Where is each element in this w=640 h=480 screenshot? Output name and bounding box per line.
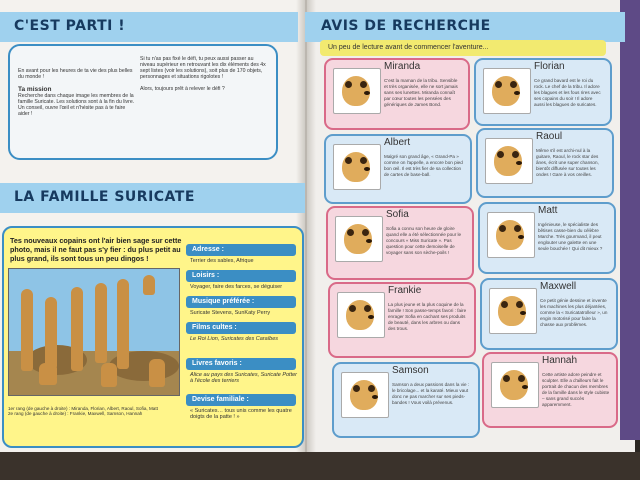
field-value-livres: Alice au pays des Suricates, Suricate Potter à l'école des terriers: [190, 372, 297, 384]
meerkat-figure: [71, 287, 83, 371]
card-name: Raoul: [536, 131, 563, 142]
intro-extra-text: Si tu n'as pas fixé le défi, tu peux aussi passer au niveau supérieur en retrouvant les dix éléments des 4x sept listes (voir les solutions), soit plus de 170 objets, personnages et situations rigolotes !: [140, 56, 266, 80]
meerkat-eye: [345, 157, 352, 164]
meerkat-eye: [345, 81, 352, 88]
meerkat-nose: [514, 91, 520, 95]
meerkat-portrait: [491, 362, 539, 408]
meerkat-nose: [366, 239, 372, 243]
card-desc: Cette artiste adore peindre et sculpter. Elle a d'ailleurs fait le portrait de chacun des membres de la famille dans le style cubiste – sans grand succès apparemment.: [542, 372, 610, 407]
card-desc: Ingénieuse, le spécialiste des bêtises casse-bien du célèbre Marche. Très gourmand, il peut englouter une galette en une seule bouchée ! Qui dit mieux ?: [538, 222, 603, 251]
field-label-adresse: Adresse :: [186, 244, 296, 256]
card-desc: Malgré son grand âge, « Grand-Pa » comme on l'appelle, a encore bon pied bon œil. Il est très fier de sa collection de cartes de base-ball.: [384, 154, 463, 177]
credits-row-2: 2e rang (de gauche à droite) : Frankie, Maxwell, Samson, Hannah: [8, 411, 143, 416]
card-desc: La plus jeune et la plus coquine de la famille ! Son passe-temps favori : faire enrager Sofia en cachant ses produits de beauté, dans les arbres ou dans des trous.: [388, 302, 467, 331]
meerkat-portrait: [337, 292, 385, 338]
card-desc: Ce petit génie dessine et invente les machines les plus déjantées, comme la « Suricatatrolleur », un engin motorisé pour faire la chasse aux problèmes.: [540, 298, 608, 327]
card-name: Matt: [538, 205, 558, 216]
card-name: Sofia: [386, 209, 409, 220]
mission-title: Ta mission: [18, 86, 52, 93]
meerkat-eye: [362, 229, 369, 236]
meerkat-portrait: [483, 68, 531, 114]
card-hannah: [482, 352, 618, 428]
card-albert: [324, 134, 472, 204]
card-name: Maxwell: [540, 281, 577, 292]
card-raoul: [476, 128, 614, 198]
card-samson: [332, 362, 480, 438]
card-name: Frankie: [388, 285, 422, 296]
photo-caption: Tes nouveaux copains ont l'air bien sage sur cette photo, mais il ne faut pas s'y fier : du plus petit au plus grand, ils sont tous un peu dingos !: [10, 236, 182, 263]
card-matt: [478, 202, 616, 274]
meerkat-eye: [499, 225, 506, 232]
meerkat-hanging: [143, 275, 155, 295]
meerkat-nose: [364, 91, 370, 95]
meerkat-portrait: [489, 288, 537, 334]
meerkat-portrait: [485, 138, 533, 184]
field-label-livres: Livres favoris :: [186, 358, 296, 370]
meerkat-eye: [503, 375, 510, 382]
field-value-adresse: Terrier des sables, Afrique: [190, 258, 254, 264]
card-desc: Même s'il est archi-nul à la guitare, Raoul, le rock star des ânes, écrit une super chanson, bientôt diffusée sur toutes les ondes ! Gare à vos oreilles.: [536, 148, 599, 177]
meerkat-nose: [364, 167, 370, 171]
meerkat-eye: [347, 229, 354, 236]
meerkat-eye: [353, 385, 360, 392]
field-label-musique: Musique préférée :: [186, 296, 296, 308]
field-value-musique: Suricate Stevens, SunKaty Perry: [190, 310, 271, 316]
meerkat-figure: [21, 289, 33, 371]
field-value-loisirs: Voyager, faire des farces, se déguiser: [190, 284, 283, 290]
meerkat-eye: [512, 151, 519, 158]
card-florian: [474, 58, 612, 126]
card-miranda: [324, 58, 470, 130]
meerkat-eye: [497, 151, 504, 158]
meerkat-figure: [39, 363, 57, 385]
meerkat-figure: [95, 283, 107, 363]
field-value-devise: « Suricates… tous unis comme les quatre doigts de la patte ! »: [190, 408, 292, 420]
meerkat-portrait: [333, 144, 381, 190]
card-desc: C'est la maman de la tribu. Sensible et très organisée, elle ne sort jamais sans ses lunettes. Miranda connaît par cœur toutes les pensées des génériques de James Bond.: [384, 78, 458, 107]
card-sofia: [326, 206, 474, 280]
meerkat-figure: [101, 363, 117, 387]
meerkat-eye: [510, 81, 517, 88]
meerkat-eye: [364, 305, 371, 312]
subtitle-bar: Un peu de lecture avant de commencer l'aventure...: [320, 40, 606, 56]
meerkat-eye: [360, 157, 367, 164]
section-banner-famille: LA FAMILLE SURICATE: [0, 183, 305, 213]
card-name: Albert: [384, 137, 411, 148]
mission-text: Recherche dans chaque image les membres de la famille Suricate. Les solutions sont à la fin du livre. Un conseil, ouvre l'œil et n'hésite pas à te faire aider !: [18, 93, 135, 117]
meerkat-eye: [516, 301, 523, 308]
card-name: Florian: [534, 61, 565, 72]
card-name: Hannah: [542, 355, 578, 366]
meerkat-nose: [368, 315, 374, 319]
meerkat-nose: [372, 395, 378, 399]
card-maxwell: [480, 278, 618, 350]
card-frankie: [328, 282, 476, 358]
intro-extra-end: Alors, toujours prêt à relever le défi ?: [140, 86, 225, 92]
meerkat-figure: [45, 297, 57, 369]
field-label-loisirs: Loisirs :: [186, 270, 296, 282]
field-label-films: Films cultes :: [186, 322, 296, 334]
card-desc: Sofia a connu son heure de gloire quand elle a été sélectionnée pour le concours « Miss Suricate ». Pas question pour cette demoiselle de voyager sans son sèche-poils !: [386, 226, 462, 255]
meerkat-eye: [349, 305, 356, 312]
meerkat-eye: [360, 81, 367, 88]
meerkat-eye: [368, 385, 375, 392]
section-banner-cest-parti: C'EST PARTI !: [0, 12, 298, 42]
meerkat-eye: [518, 375, 525, 382]
meerkat-eye: [514, 225, 521, 232]
card-desc: Ce grand bavard est le roi du rock. Le chef de la tribu. Il adore les blagues et les fous rires avec ses copains du soir ! Il adore aussi les blagues de suricates.: [534, 78, 601, 107]
intro-text: En avant pour les heures de ta vie des plus belles du monde !: [18, 68, 133, 80]
credits-row-1: 1er rang (de gauche à droite) : Miranda, Florian, Albert, Raoul, Sofia, Matt: [8, 406, 158, 411]
meerkat-portrait: [333, 68, 381, 114]
meerkat-nose: [522, 385, 528, 389]
intro-col-left: [18, 68, 136, 117]
photo-credits: [8, 406, 183, 416]
intro-box: [8, 44, 278, 160]
intro-col-right: [140, 56, 268, 92]
meerkat-figure: [117, 279, 129, 369]
meerkat-nose: [520, 311, 526, 315]
meerkat-nose: [516, 161, 522, 165]
meerkat-portrait: [487, 212, 535, 258]
table-surface: [0, 452, 640, 480]
family-photo: [8, 268, 180, 396]
meerkat-portrait: [335, 216, 383, 262]
field-value-films: Le Roi Lion, Suricates des Caraïbes: [190, 336, 279, 342]
book-cover-edge: [620, 0, 640, 440]
meerkat-eye: [495, 81, 502, 88]
card-name: Miranda: [384, 61, 421, 72]
meerkat-nose: [518, 235, 524, 239]
card-desc: Samson a deux passions dans la vie : le bricolage... et la karaté. Mieux vaut donc ne pas marcher sur ses pieds-bandes ! Vous voilà prévenus.: [392, 382, 470, 405]
meerkat-portrait: [341, 372, 389, 418]
meerkat-eye: [501, 301, 508, 308]
card-name: Samson: [392, 365, 429, 376]
meerkat-figure: [149, 359, 165, 387]
field-label-devise: Devise familiale :: [186, 394, 296, 406]
section-banner-avis: AVIS DE RECHERCHE: [305, 12, 625, 42]
